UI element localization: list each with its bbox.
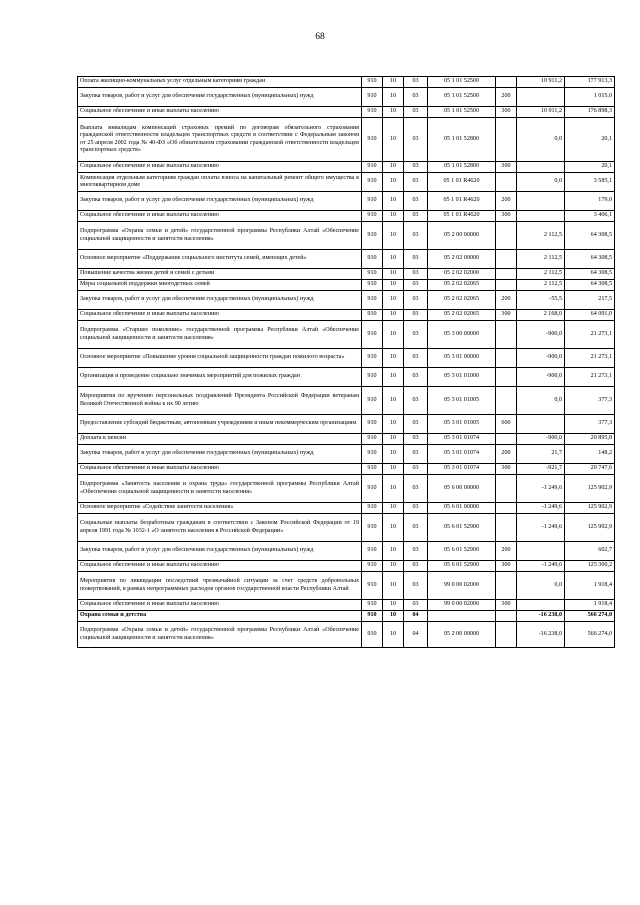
target-article-cell: 05 1 01 52500 [428,107,496,118]
target-article-cell: 05 6 01 52900 [428,561,496,572]
section-code-cell: 10 [383,222,404,250]
ministry-code-cell: 910 [362,349,383,368]
change-amount-cell: 21,7 [517,445,565,464]
expense-name-cell: Мероприятия по ликвидации последствий чрезвычайной ситуации за счет средств добровольных пожертвований, в рамках непрограммных расходов органов государственной власти Республики Алтай [78,572,362,600]
target-article-cell: 05 1 01 52500 [428,88,496,107]
subsection-code-cell: 03 [404,464,428,475]
subsection-code-cell: 03 [404,387,428,415]
expense-type-cell [496,321,517,349]
ministry-code-cell: 910 [362,280,383,291]
table-row [78,434,615,445]
subsection-code-cell: 03 [404,310,428,321]
target-article-cell: 05 1 01 52500 [428,77,496,88]
total-amount-cell: 64 308,5 [565,280,615,291]
total-amount-cell: 20,1 [565,162,615,173]
expense-name-cell: Социальное обеспечение и иные выплаты населению [78,561,362,572]
target-article-cell: 05 1 01 52800 [428,118,496,162]
subsection-code-cell: 03 [404,211,428,222]
subsection-code-cell: 03 [404,162,428,173]
expense-name-cell: Предоставление субсидий бюджетным, автономным учреждениям и иным некоммерческим организациям [78,415,362,434]
section-code-cell: 10 [383,269,404,280]
expense-name-cell: Меры социальной поддержки многодетных семей [78,280,362,291]
total-amount-cell: 20,1 [565,118,615,162]
subsection-code-cell: 03 [404,88,428,107]
ministry-code-cell: 910 [362,77,383,88]
subsection-code-cell: 03 [404,321,428,349]
change-amount-cell: -16 238,0 [517,611,565,622]
total-amount-cell: 64 091,0 [565,310,615,321]
table-row [78,387,615,415]
expense-type-cell [496,118,517,162]
change-amount-cell: -16 238,0 [517,622,565,648]
ministry-code-cell: 910 [362,464,383,475]
ministry-code-cell: 910 [362,192,383,211]
total-amount-cell: 177 913,3 [565,77,615,88]
ministry-code-cell: 910 [362,387,383,415]
ministry-code-cell: 910 [362,310,383,321]
target-article-cell: 05 1 01 R4620 [428,211,496,222]
ministry-code-cell: 910 [362,503,383,514]
expense-type-cell [496,222,517,250]
target-article-cell: 05 2 02 02065 [428,310,496,321]
section-code-cell: 10 [383,162,404,173]
target-article-cell: 05 3 00 00000 [428,321,496,349]
change-amount-cell: -921,7 [517,464,565,475]
total-amount-cell: 1 918,4 [565,572,615,600]
section-code-cell: 10 [383,561,404,572]
total-amount-cell: 21 273,1 [565,368,615,387]
section-code-cell: 10 [383,310,404,321]
ministry-code-cell: 910 [362,572,383,600]
table-row [78,269,615,280]
section-code-cell: 10 [383,387,404,415]
total-amount-cell: 125 300,2 [565,561,615,572]
expense-name-cell: Социальное обеспечение и иные выплаты населению [78,464,362,475]
total-amount-cell: 20 747,6 [565,464,615,475]
ministry-code-cell: 910 [362,222,383,250]
expense-name-cell: Закупка товаров, работ и услуг для обеспечения государственных (муниципальных) нужд [78,192,362,211]
expense-name-cell: Компенсация отдельным категориям граждан оплаты взноса на капитальный ремонт общего имущества в многоквартирном доме [78,173,362,192]
ministry-code-cell: 910 [362,162,383,173]
subsection-code-cell: 04 [404,622,428,648]
table-row [78,561,615,572]
expense-type-cell: 300 [496,600,517,611]
target-article-cell: 05 3 01 01000 [428,368,496,387]
target-article-cell: 05 2 02 02000 [428,269,496,280]
table-row [78,622,615,648]
target-article-cell: 05 6 01 52900 [428,542,496,561]
total-amount-cell: 566 274,0 [565,611,615,622]
expense-type-cell [496,434,517,445]
table-row [78,77,615,88]
ministry-code-cell: 910 [362,269,383,280]
ministry-code-cell: 910 [362,291,383,310]
section-code-cell: 10 [383,434,404,445]
table-row [78,368,615,387]
section-code-cell: 10 [383,280,404,291]
table-row [78,514,615,542]
table-row [78,88,615,107]
expense-name-cell: Основное мероприятие «Повышение уровня социальной защищенности граждан пожилого возраста» [78,349,362,368]
expense-type-cell: 600 [496,415,517,434]
ministry-code-cell: 910 [362,173,383,192]
table-row [78,464,615,475]
ministry-code-cell: 910 [362,118,383,162]
change-amount-cell [517,88,565,107]
change-amount-cell: -1 249,6 [517,503,565,514]
expense-name-cell: Доплата к пенсии [78,434,362,445]
subsection-code-cell: 03 [404,107,428,118]
change-amount-cell: -1 249,6 [517,514,565,542]
expense-type-cell: 300 [496,561,517,572]
change-amount-cell: 0,0 [517,572,565,600]
target-article-cell: 05 6 00 00000 [428,475,496,503]
table-row [78,118,615,162]
ministry-code-cell: 910 [362,107,383,118]
change-amount-cell [517,600,565,611]
expense-type-cell: 300 [496,107,517,118]
expense-type-cell [496,173,517,192]
ministry-code-cell: 910 [362,368,383,387]
section-code-cell: 10 [383,445,404,464]
total-amount-cell: 377,3 [565,387,615,415]
table-row [78,250,615,269]
expense-name-cell: Подпрограмма «Старшее поколение» государственной программы Республики Алтай «Обеспечение социальной защищенности и занятости населения» [78,321,362,349]
section-code-cell: 10 [383,107,404,118]
total-amount-cell: 1 918,4 [565,600,615,611]
subsection-code-cell: 03 [404,572,428,600]
ministry-code-cell: 910 [362,321,383,349]
change-amount-cell [517,211,565,222]
change-amount-cell [517,415,565,434]
section-code-cell: 10 [383,514,404,542]
section-code-cell: 10 [383,368,404,387]
expense-type-cell: 300 [496,162,517,173]
change-amount-cell: -1 249,6 [517,561,565,572]
section-code-cell: 10 [383,192,404,211]
section-code-cell: 10 [383,572,404,600]
budget-table [77,76,615,648]
expense-type-cell [496,475,517,503]
change-amount-cell: 2 112,5 [517,280,565,291]
ministry-code-cell: 910 [362,514,383,542]
expense-name-cell: Оплата жилищно-коммунальных услуг отдельным категориям граждан [78,77,362,88]
target-article-cell: 05 1 01 R4620 [428,173,496,192]
change-amount-cell: 10 911,2 [517,77,565,88]
expense-type-cell [496,622,517,648]
expense-name-cell: Социальное обеспечение и иные выплаты населению [78,211,362,222]
target-article-cell: 99 0 00 02000 [428,600,496,611]
target-article-cell: 05 1 01 52800 [428,162,496,173]
expense-name-cell: Закупка товаров, работ и услуг для обеспечения государственных (муниципальных) нужд [78,291,362,310]
section-code-cell: 10 [383,250,404,269]
subsection-code-cell: 03 [404,118,428,162]
table-row [78,321,615,349]
expense-type-cell [496,387,517,415]
section-code-cell: 10 [383,611,404,622]
section-code-cell: 10 [383,211,404,222]
total-amount-cell: 3 406,1 [565,211,615,222]
expense-type-cell [496,514,517,542]
expense-type-cell [496,572,517,600]
subsection-code-cell: 03 [404,269,428,280]
table-row [78,600,615,611]
change-amount-cell: -900,0 [517,349,565,368]
total-amount-cell: 125 902,9 [565,514,615,542]
target-article-cell: 05 3 01 01005 [428,387,496,415]
section-code-cell: 10 [383,464,404,475]
expense-name-cell: Социальное обеспечение и иные выплаты населению [78,107,362,118]
target-article-cell: 05 3 01 01005 [428,415,496,434]
ministry-code-cell: 910 [362,561,383,572]
subsection-code-cell: 03 [404,415,428,434]
expense-type-cell [496,269,517,280]
target-article-cell: 05 6 01 00000 [428,503,496,514]
subsection-code-cell: 03 [404,280,428,291]
expense-type-cell: 200 [496,192,517,211]
table-row [78,611,615,622]
total-amount-cell: 20 895,8 [565,434,615,445]
target-article-cell: 05 6 01 52900 [428,514,496,542]
expense-name-cell: Социальное обеспечение и иные выплаты населению [78,600,362,611]
table-row [78,291,615,310]
ministry-code-cell: 910 [362,211,383,222]
subsection-code-cell: 03 [404,368,428,387]
change-amount-cell: -900,0 [517,434,565,445]
total-amount-cell: 377,3 [565,415,615,434]
change-amount-cell: 0,0 [517,118,565,162]
subsection-code-cell: 03 [404,503,428,514]
total-amount-cell: 148,2 [565,445,615,464]
table-row [78,192,615,211]
ministry-code-cell: 910 [362,250,383,269]
subsection-code-cell: 03 [404,222,428,250]
subsection-code-cell: 03 [404,600,428,611]
expense-name-cell: Закупка товаров, работ и услуг для обеспечения государственных (муниципальных) нужд [78,542,362,561]
change-amount-cell [517,192,565,211]
expense-name-cell: Выплата инвалидам компенсаций страховых премий по договорам обязательного страхования гражданской ответственности владельцев транспортных средств в соответствии с Федеральным законом от 25 апреля 2002 года № 40-ФЗ «Об обязательном страховании гражданской ответственности владельцев транспортных средств» [78,118,362,162]
table-row [78,107,615,118]
change-amount-cell: -900,0 [517,368,565,387]
total-amount-cell: 21 273,1 [565,349,615,368]
total-amount-cell: 125 902,9 [565,475,615,503]
subsection-code-cell: 03 [404,349,428,368]
change-amount-cell: 10 911,2 [517,107,565,118]
target-article-cell: 05 1 01 R4620 [428,192,496,211]
expense-type-cell: 200 [496,445,517,464]
expense-type-cell: 300 [496,310,517,321]
target-article-cell: 05 3 01 00000 [428,349,496,368]
expense-type-cell [496,368,517,387]
table-row [78,222,615,250]
expense-type-cell: 200 [496,542,517,561]
expense-type-cell [496,280,517,291]
section-code-cell: 10 [383,622,404,648]
table-row [78,503,615,514]
expense-name-cell: Охрана семьи и детства [78,611,362,622]
target-article-cell: 05 2 00 00000 [428,622,496,648]
table-row [78,173,615,192]
target-article-cell: 05 3 01 01074 [428,445,496,464]
expense-type-cell [496,77,517,88]
change-amount-cell [517,162,565,173]
expense-type-cell: 300 [496,464,517,475]
change-amount-cell: 0,0 [517,173,565,192]
total-amount-cell: 602,7 [565,542,615,561]
expense-name-cell: Основное мероприятие «Содействие занятости населения» [78,503,362,514]
table-row [78,445,615,464]
section-code-cell: 10 [383,349,404,368]
expense-name-cell: Закупка товаров, работ и услуг для обеспечения государственных (муниципальных) нужд [78,88,362,107]
expense-type-cell: 200 [496,291,517,310]
table-row [78,349,615,368]
ministry-code-cell: 910 [362,475,383,503]
subsection-code-cell: 03 [404,445,428,464]
target-article-cell: 05 3 01 01074 [428,434,496,445]
change-amount-cell: 2 112,5 [517,250,565,269]
section-code-cell: 10 [383,503,404,514]
table-row [78,475,615,503]
section-code-cell: 10 [383,118,404,162]
expense-type-cell [496,349,517,368]
target-article-cell: 05 3 01 01074 [428,464,496,475]
section-code-cell: 10 [383,321,404,349]
ministry-code-cell: 910 [362,434,383,445]
table-row [78,542,615,561]
expense-name-cell: Социальные выплаты безработным гражданам в соответствии с Законом Российской Федерации от 19 апреля 1991 года № 1032-1 «О занятости населения в Российской Федерации» [78,514,362,542]
total-amount-cell: 3 585,1 [565,173,615,192]
subsection-code-cell: 03 [404,291,428,310]
table-row [78,415,615,434]
ministry-code-cell: 910 [362,622,383,648]
expense-type-cell [496,250,517,269]
change-amount-cell [517,542,565,561]
total-amount-cell: 176 898,3 [565,107,615,118]
expense-name-cell: Повышение качества жизни детей и семей с детьми [78,269,362,280]
subsection-code-cell: 03 [404,475,428,503]
section-code-cell: 10 [383,88,404,107]
total-amount-cell: 125 902,9 [565,503,615,514]
target-article-cell: 05 2 02 02065 [428,291,496,310]
subsection-code-cell: 03 [404,561,428,572]
change-amount-cell: -55,5 [517,291,565,310]
expense-name-cell: Подпрограмма «Занятость населения и охрана труда» государственной программы Республики Алтай «Обеспечение социальной защищенности и занятости населения» [78,475,362,503]
change-amount-cell: -900,0 [517,321,565,349]
expense-type-cell [496,611,517,622]
expense-type-cell: 300 [496,211,517,222]
total-amount-cell: 21 273,1 [565,321,615,349]
total-amount-cell: 179,0 [565,192,615,211]
change-amount-cell: 2 168,0 [517,310,565,321]
subsection-code-cell: 03 [404,250,428,269]
total-amount-cell: 217,5 [565,291,615,310]
section-code-cell: 10 [383,415,404,434]
section-code-cell: 10 [383,173,404,192]
expense-type-cell [496,503,517,514]
section-code-cell: 10 [383,542,404,561]
table-row [78,162,615,173]
expense-name-cell: Подпрограмма «Охрана семьи и детей» государственной программы Республики Алтай «Обеспечение социальной защищенности и занятости населения» [78,622,362,648]
target-article-cell: 05 2 02 02065 [428,280,496,291]
change-amount-cell: 2 112,5 [517,222,565,250]
expense-name-cell: Мероприятия по вручению персональных поздравлений Президента Российской Федерации ветеранам Великой Отечественной войны к их 90 летию [78,387,362,415]
page-number: 68 [315,32,325,42]
subsection-code-cell: 04 [404,611,428,622]
target-article-cell [428,611,496,622]
change-amount-cell: 0,0 [517,387,565,415]
ministry-code-cell: 910 [362,445,383,464]
section-code-cell: 10 [383,475,404,503]
section-code-cell: 10 [383,600,404,611]
expense-name-cell: Закупка товаров, работ и услуг для обеспечения государственных (муниципальных) нужд [78,445,362,464]
subsection-code-cell: 03 [404,542,428,561]
subsection-code-cell: 03 [404,434,428,445]
total-amount-cell: 64 308,5 [565,269,615,280]
table-row [78,211,615,222]
expense-name-cell: Подпрограмма «Охрана семьи и детей» государственной программы Республики Алтай «Обеспечение социальной защищенности и занятости населения» [78,222,362,250]
target-article-cell: 05 2 00 00000 [428,222,496,250]
table-row [78,572,615,600]
section-code-cell: 10 [383,77,404,88]
target-article-cell: 99 0 00 02000 [428,572,496,600]
expense-name-cell: Социальное обеспечение и иные выплаты населению [78,162,362,173]
change-amount-cell: -1 249,6 [517,475,565,503]
section-code-cell: 10 [383,291,404,310]
expense-name-cell: Основное мероприятие «Поддержание социального института семей, имеющих детей» [78,250,362,269]
expense-name-cell: Социальное обеспечение и иные выплаты населению [78,310,362,321]
subsection-code-cell: 03 [404,514,428,542]
subsection-code-cell: 03 [404,77,428,88]
expense-type-cell: 200 [496,88,517,107]
change-amount-cell: 2 112,5 [517,269,565,280]
total-amount-cell: 64 308,5 [565,250,615,269]
table-row [78,310,615,321]
target-article-cell: 05 2 02 00000 [428,250,496,269]
subsection-code-cell: 03 [404,173,428,192]
ministry-code-cell: 910 [362,542,383,561]
ministry-code-cell: 910 [362,88,383,107]
ministry-code-cell: 910 [362,611,383,622]
table-row [78,280,615,291]
total-amount-cell: 1 015,0 [565,88,615,107]
total-amount-cell: 64 308,5 [565,222,615,250]
subsection-code-cell: 03 [404,192,428,211]
ministry-code-cell: 910 [362,415,383,434]
ministry-code-cell: 910 [362,600,383,611]
total-amount-cell: 566 274,0 [565,622,615,648]
expense-name-cell: Организация и проведение социально значимых мероприятий для пожилых граждан [78,368,362,387]
